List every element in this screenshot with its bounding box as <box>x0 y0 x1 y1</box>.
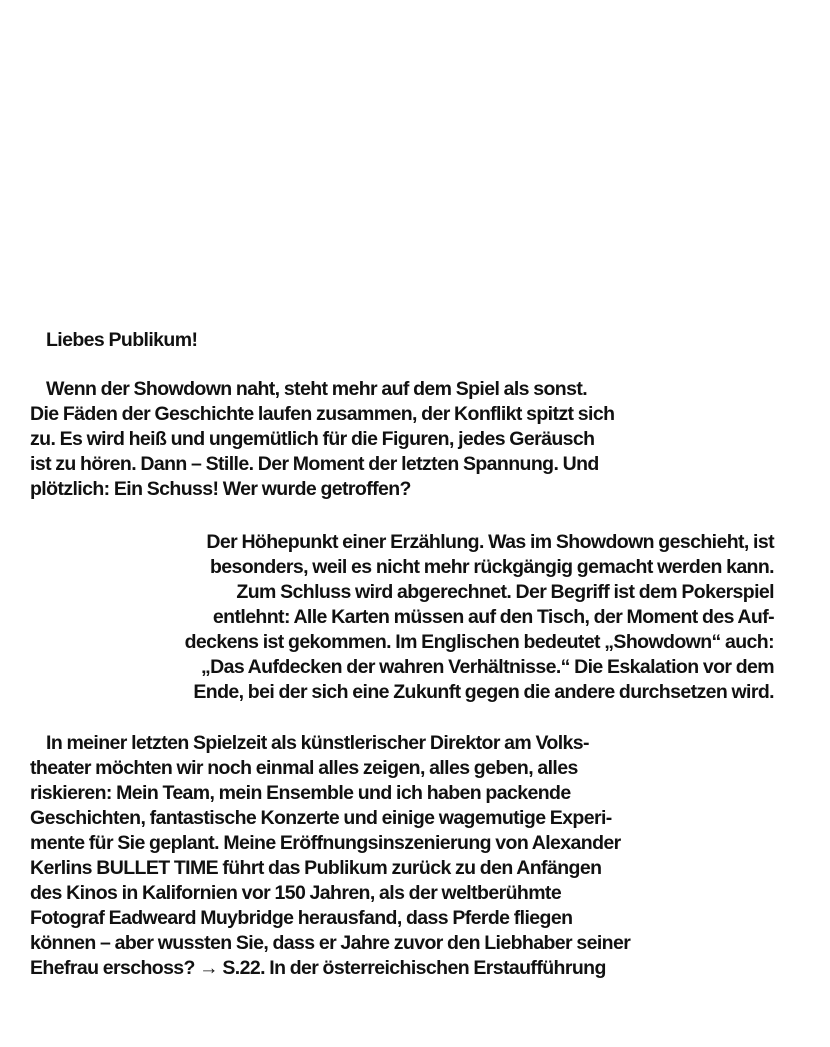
paragraph3-line: Geschichten, fantastische Konzerte und einige wagemutige Experi- <box>30 807 612 829</box>
paragraph2-line: „Das Aufdecken der wahren Verhältnisse.“ Die Eskalation vor dem <box>200 656 774 678</box>
paragraph2-line: Der Höhepunkt einer Erzählung. Was im Showdown geschieht, ist <box>206 531 774 553</box>
paragraph1-line: ist zu hören. Dann – Stille. Der Moment der letzten Spannung. Und <box>30 453 599 475</box>
paragraph2-line: besonders, weil es nicht mehr rückgängig gemacht werden kann. <box>209 556 774 578</box>
paragraph3-line: riskieren: Mein Team, mein Ensemble und ich haben packende <box>30 782 571 804</box>
paragraph3-line: des Kinos in Kalifornien vor 150 Jahren, als der weltberühmte <box>30 882 562 904</box>
paragraph2-line: entlehnt: Alle Karten müssen auf den Tisch, der Moment des Auf- <box>212 606 774 628</box>
paragraph3-line: In meiner letzten Spielzeit als künstlerischer Direktor am Volks- <box>46 732 589 754</box>
paragraph2-line: Ende, bei der sich eine Zukunft gegen die andere durchsetzen wird. <box>193 681 774 703</box>
paragraph3-line: Kerlins BULLET TIME führt das Publikum zurück zu den Anfängen <box>30 857 602 879</box>
paragraph3-line: mente für Sie geplant. Meine Eröffnungsinszenierung von Alexander <box>30 832 621 854</box>
paragraph1-line: Die Fäden der Geschichte laufen zusammen, der Konflikt spitzt sich <box>30 403 615 425</box>
paragraph2-line: Zum Schluss wird abgerechnet. Der Begriff ist dem Pokerspiel <box>236 581 774 603</box>
paragraph3-line: Ehefrau erschoss? → S.22. In der österreichischen Erstaufführung <box>30 957 606 979</box>
salutation: Liebes Publikum! <box>46 329 198 351</box>
paragraph1-line: plötzlich: Ein Schuss! Wer wurde getroffen? <box>30 478 411 500</box>
paragraph1-line: zu. Es wird heiß und ungemütlich für die Figuren, jedes Geräusch <box>30 428 595 450</box>
paragraph2-line: deckens ist gekommen. Im Englischen bedeutet „Showdown“ auch: <box>184 631 774 653</box>
paragraph3-line: können – aber wussten Sie, dass er Jahre zuvor den Liebhaber seiner <box>30 932 631 954</box>
paragraph1-line: Wenn der Showdown naht, steht mehr auf dem Spiel als sonst. <box>46 378 588 400</box>
paragraph3-line: theater möchten wir noch einmal alles zeigen, alles geben, alles <box>30 757 578 779</box>
paragraph3-line: Fotograf Eadweard Muybridge herausfand, dass Pferde fliegen <box>30 907 573 929</box>
